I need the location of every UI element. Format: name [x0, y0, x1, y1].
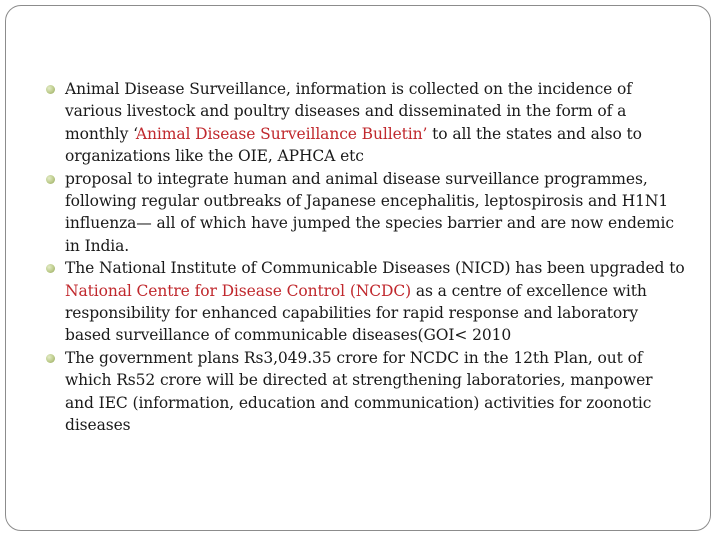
bullet-text-segment: The National Institute of Communicable Diseases (NICD) has been upgraded to	[65, 259, 685, 278]
bullet-item-government-plans	[46, 347, 686, 437]
bullet-text-highlight: Animal Disease Surveillance Bulletin’	[135, 124, 428, 143]
bullet-text	[65, 170, 674, 255]
bullet-text-segment: Animal Disease Surveillance, information is collected on the incidence of various livestock and poultry diseases and disseminated in the form of a monthly ‘	[65, 80, 632, 143]
bullet-item-ncdc-upgrade	[46, 257, 686, 347]
bullet-text-segment: proposal to integrate human and animal disease surveillance programmes, following regular outbreaks of Japanese encephalitis, leptospirosis and H1N1 influenza— all of which have jumped the species barrier and are now endemic in India.	[65, 169, 674, 255]
bullet-item-integration-proposal	[46, 168, 686, 258]
bullet-text-segment: to all the states and also to organizations like the OIE, APHCA etc	[65, 124, 642, 166]
bullet-text-highlight: National Centre for Disease Control (NCDC)	[65, 281, 412, 300]
bullet-text	[65, 80, 642, 165]
bullet-dot-icon	[46, 354, 55, 363]
bullet-dot-icon	[46, 85, 55, 94]
bullet-text	[65, 349, 652, 434]
bullet-dot-icon	[46, 264, 55, 273]
bullet-dot-icon	[46, 175, 55, 184]
bullet-text	[65, 259, 685, 344]
bullet-text-segment: as a centre of excellence with responsibility for enhanced capabilities for rapid response and laboratory based surveillance of communicable diseases(GOI< 2010	[65, 281, 647, 345]
bullet-item-surveillance-bulletin	[46, 78, 686, 168]
bullet-text-segment: The government plans Rs3,049.35 crore for NCDC in the 12th Plan, out of which Rs52 crore will be directed at strengthening laboratories, manpower and IEC (information, education and communication) activities for zoonotic diseases	[65, 348, 653, 435]
bullet-list	[46, 78, 686, 437]
